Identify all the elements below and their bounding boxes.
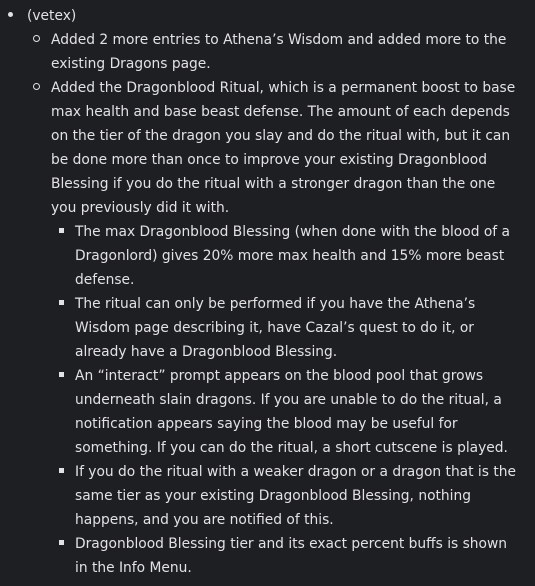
list-item-text: If you do the ritual with a weaker dragon or a dragon that is the same tier as your existing Dragonblood Blessing, nothing happens, and you are notified of this. xyxy=(75,464,516,528)
list-item xyxy=(0,292,535,364)
list-item xyxy=(0,220,535,292)
list-item-text: Added the Dragonblood Ritual, which is a permanent boost to base max health and base beast defense. The amount of each depends on the tier of the dragon you slay and do the ritual with, but it can be done more than once to improve your existing Dragonblood Blessing if you do the ritual with a stronger dragon than the one you previously did it with. xyxy=(51,80,516,216)
list-item-text: Added 2 more entries to Athena’s Wisdom and added more to the existing Dragons page. xyxy=(51,32,507,72)
list-item-text: The max Dragonblood Blessing (when done with the blood of a Dragonlord) gives 20% more max health and 15% more beast defense. xyxy=(75,224,510,288)
bullet-icon xyxy=(8,4,13,28)
circle-bullet-icon xyxy=(33,28,40,52)
square-bullet-icon xyxy=(59,292,64,316)
list-item-text: The ritual can only be performed if you have the Athena’s Wisdom page describing it, have Cazal’s quest to do it, or already have a Dragonblood Blessing. xyxy=(75,296,476,360)
list-item xyxy=(0,28,535,76)
list-item xyxy=(0,76,535,220)
square-bullet-icon xyxy=(59,460,64,484)
list-item-text: Dragonblood Blessing tier and its exact percent buffs is shown in the Info Menu. xyxy=(75,536,508,576)
circle-bullet-icon xyxy=(33,76,40,100)
square-bullet-icon xyxy=(59,532,64,556)
square-bullet-icon xyxy=(59,220,64,244)
list-item-author xyxy=(0,4,535,28)
list-item xyxy=(0,460,535,532)
list-item xyxy=(0,532,535,580)
author-label: (vetex) xyxy=(27,8,77,24)
list-item xyxy=(0,364,535,460)
square-bullet-icon xyxy=(59,364,64,388)
list-item-text: An “interact” prompt appears on the blood pool that grows underneath slain dragons. If you are unable to do the ritual, a notification appears saying the blood may be useful for something. If you can do the ritual, a short cutscene is played. xyxy=(75,368,508,456)
